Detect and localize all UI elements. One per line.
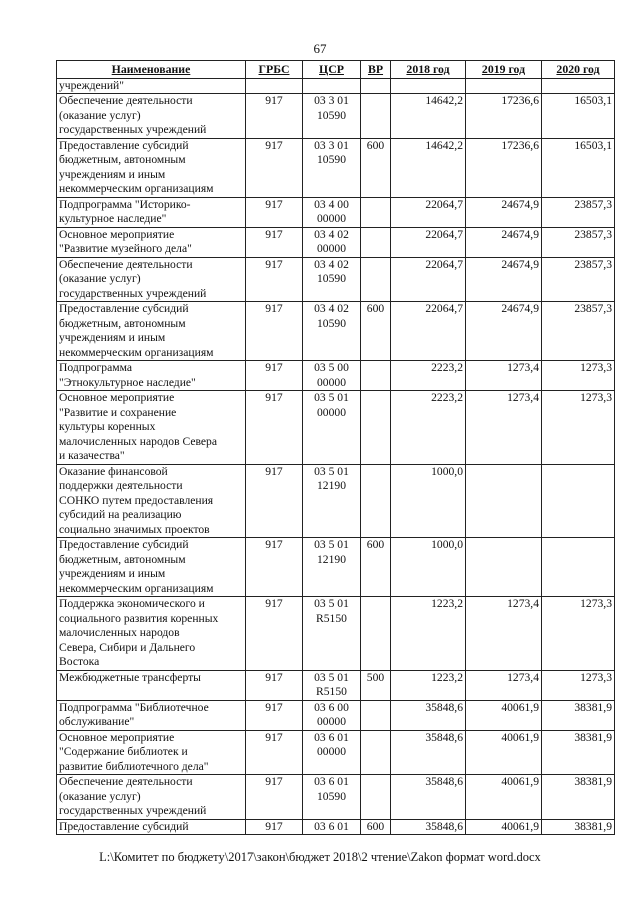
cell-2020 — [542, 464, 615, 538]
page-number: 67 — [313, 41, 327, 56]
cell-2020: 38381,9 — [542, 775, 615, 820]
cell-2019 — [466, 538, 542, 597]
cell-2018: 22064,7 — [391, 257, 466, 302]
cell-2018 — [391, 78, 466, 94]
table-row — [57, 819, 615, 835]
cell-2020: 38381,9 — [542, 730, 615, 775]
cell-2019: 24674,9 — [466, 257, 542, 302]
cell-grbs: 917 — [246, 730, 303, 775]
cell-2020: 23857,3 — [542, 227, 615, 257]
cell-2018: 1223,2 — [391, 597, 466, 671]
cell-2020: 1273,3 — [542, 670, 615, 700]
cell-grbs: 917 — [246, 94, 303, 139]
header-vr: ВР — [361, 61, 391, 79]
cell-vr — [361, 597, 391, 671]
cell-name: Межбюджетные трансферты — [57, 670, 246, 700]
cell-name: Предоставление субсидий бюджетным, автономным учреждениям и иным некоммерческим организациям — [57, 138, 246, 197]
cell-csr: 03 5 01 R5150 — [303, 597, 361, 671]
cell-csr: 03 6 01 00000 — [303, 730, 361, 775]
cell-name: Основное мероприятие "Содержание библиотек и развитие библиотечного дела" — [57, 730, 246, 775]
cell-vr — [361, 700, 391, 730]
cell-csr: 03 5 01 00000 — [303, 391, 361, 465]
cell-2018: 1000,0 — [391, 538, 466, 597]
cell-2020: 16503,1 — [542, 94, 615, 139]
cell-2020: 38381,9 — [542, 700, 615, 730]
cell-2018: 14642,2 — [391, 94, 466, 139]
cell-name: Подпрограмма "Историко- культурное наследие" — [57, 197, 246, 227]
table-row — [57, 775, 615, 820]
cell-2018: 2223,2 — [391, 391, 466, 465]
cell-grbs — [246, 78, 303, 94]
cell-2018: 35848,6 — [391, 700, 466, 730]
cell-2019: 24674,9 — [466, 197, 542, 227]
cell-name: учреждений" — [57, 78, 246, 94]
cell-grbs: 917 — [246, 670, 303, 700]
cell-vr: 500 — [361, 670, 391, 700]
cell-vr — [361, 78, 391, 94]
cell-vr — [361, 197, 391, 227]
cell-csr — [303, 78, 361, 94]
cell-vr: 600 — [361, 538, 391, 597]
cell-name: Основное мероприятие "Развитие музейного дела" — [57, 227, 246, 257]
cell-vr: 600 — [361, 819, 391, 835]
cell-csr: 03 3 01 10590 — [303, 94, 361, 139]
cell-2019: 1273,4 — [466, 670, 542, 700]
cell-grbs: 917 — [246, 302, 303, 361]
cell-name: Поддержка экономического и социального развития коренных малочисленных народов Севера, Сибири и Дальнего Востока — [57, 597, 246, 671]
cell-2018: 35848,6 — [391, 730, 466, 775]
cell-vr — [361, 775, 391, 820]
table-row — [57, 94, 615, 139]
cell-grbs: 917 — [246, 819, 303, 835]
budget-table — [56, 60, 615, 835]
cell-2020 — [542, 78, 615, 94]
cell-2020: 1273,3 — [542, 361, 615, 391]
cell-2019: 17236,6 — [466, 138, 542, 197]
cell-2018: 1000,0 — [391, 464, 466, 538]
table-row — [57, 700, 615, 730]
cell-2018: 14642,2 — [391, 138, 466, 197]
cell-2018: 22064,7 — [391, 227, 466, 257]
cell-2019: 40061,9 — [466, 730, 542, 775]
table-row — [57, 138, 615, 197]
cell-2018: 35848,6 — [391, 775, 466, 820]
cell-vr — [361, 464, 391, 538]
cell-2020: 1273,3 — [542, 391, 615, 465]
table-row — [57, 302, 615, 361]
cell-vr — [361, 391, 391, 465]
cell-2020: 1273,3 — [542, 597, 615, 671]
cell-name: Обеспечение деятельности (оказание услуг) государственных учреждений — [57, 94, 246, 139]
cell-name: Обеспечение деятельности (оказание услуг) государственных учреждений — [57, 257, 246, 302]
cell-csr: 03 4 00 00000 — [303, 197, 361, 227]
table-row — [57, 730, 615, 775]
header-2019: 2019 год — [466, 61, 542, 79]
cell-csr: 03 5 01 12190 — [303, 538, 361, 597]
table-body — [57, 78, 615, 835]
table-row — [57, 538, 615, 597]
cell-2019: 24674,9 — [466, 227, 542, 257]
table-row — [57, 597, 615, 671]
cell-2018: 22064,7 — [391, 302, 466, 361]
cell-grbs: 917 — [246, 775, 303, 820]
cell-csr: 03 4 02 00000 — [303, 227, 361, 257]
cell-2020 — [542, 538, 615, 597]
cell-csr: 03 4 02 10590 — [303, 302, 361, 361]
cell-name: Основное мероприятие "Развитие и сохранение культуры коренных малочисленных народов Севера и казачества" — [57, 391, 246, 465]
cell-2018: 2223,2 — [391, 361, 466, 391]
cell-2020: 16503,1 — [542, 138, 615, 197]
cell-name: Предоставление субсидий бюджетным, автономным учреждениям и иным некоммерческим организациям — [57, 538, 246, 597]
cell-name: Подпрограмма "Этнокультурное наследие" — [57, 361, 246, 391]
cell-name: Предоставление субсидий — [57, 819, 246, 835]
cell-2020: 23857,3 — [542, 197, 615, 227]
table-row — [57, 670, 615, 700]
cell-vr: 600 — [361, 138, 391, 197]
cell-vr — [361, 257, 391, 302]
cell-vr: 600 — [361, 302, 391, 361]
cell-grbs: 917 — [246, 138, 303, 197]
cell-grbs: 917 — [246, 197, 303, 227]
table-row — [57, 197, 615, 227]
table-row — [57, 257, 615, 302]
cell-2018: 1223,2 — [391, 670, 466, 700]
cell-grbs: 917 — [246, 391, 303, 465]
cell-2019: 1273,4 — [466, 391, 542, 465]
cell-csr: 03 4 02 10590 — [303, 257, 361, 302]
cell-2019: 17236,6 — [466, 94, 542, 139]
cell-csr: 03 3 01 10590 — [303, 138, 361, 197]
cell-2020: 23857,3 — [542, 257, 615, 302]
cell-2019: 1273,4 — [466, 597, 542, 671]
table-row — [57, 391, 615, 465]
cell-csr: 03 6 00 00000 — [303, 700, 361, 730]
cell-grbs: 917 — [246, 538, 303, 597]
cell-grbs: 917 — [246, 257, 303, 302]
cell-2019: 1273,4 — [466, 361, 542, 391]
cell-2019 — [466, 78, 542, 94]
cell-csr: 03 6 01 — [303, 819, 361, 835]
cell-csr: 03 5 00 00000 — [303, 361, 361, 391]
cell-name: Оказание финансовой поддержки деятельности СОНКО путем предоставления субсидий на реализацию социально значимых проектов — [57, 464, 246, 538]
header-grbs: ГРБС — [246, 61, 303, 79]
cell-csr: 03 6 01 10590 — [303, 775, 361, 820]
cell-grbs: 917 — [246, 700, 303, 730]
cell-grbs: 917 — [246, 361, 303, 391]
cell-csr: 03 5 01 R5150 — [303, 670, 361, 700]
cell-grbs: 917 — [246, 597, 303, 671]
cell-grbs: 917 — [246, 227, 303, 257]
table-row — [57, 78, 615, 94]
cell-vr — [361, 94, 391, 139]
cell-2020: 38381,9 — [542, 819, 615, 835]
cell-2019: 40061,9 — [466, 700, 542, 730]
table-row — [57, 361, 615, 391]
header-2020: 2020 год — [542, 61, 615, 79]
cell-grbs: 917 — [246, 464, 303, 538]
cell-2018: 35848,6 — [391, 819, 466, 835]
table-header-row — [57, 61, 615, 79]
header-name: Наименование — [57, 61, 246, 79]
cell-2018: 22064,7 — [391, 197, 466, 227]
table-row — [57, 227, 615, 257]
cell-2019: 40061,9 — [466, 775, 542, 820]
table-row — [57, 464, 615, 538]
cell-name: Предоставление субсидий бюджетным, автономным учреждениям и иным некоммерческим организациям — [57, 302, 246, 361]
cell-vr — [361, 227, 391, 257]
cell-2019: 40061,9 — [466, 819, 542, 835]
header-csr: ЦСР — [303, 61, 361, 79]
file-path-footer: L:\Комитет по бюджету\2017\закон\бюджет 2018\2 чтение\Zakon формат word.docx — [99, 850, 541, 864]
cell-2019: 24674,9 — [466, 302, 542, 361]
cell-vr — [361, 361, 391, 391]
cell-2020: 23857,3 — [542, 302, 615, 361]
cell-2019 — [466, 464, 542, 538]
cell-vr — [361, 730, 391, 775]
cell-csr: 03 5 01 12190 — [303, 464, 361, 538]
header-2018: 2018 год — [391, 61, 466, 79]
cell-name: Подпрограмма "Библиотечное обслуживание" — [57, 700, 246, 730]
cell-name: Обеспечение деятельности (оказание услуг) государственных учреждений — [57, 775, 246, 820]
